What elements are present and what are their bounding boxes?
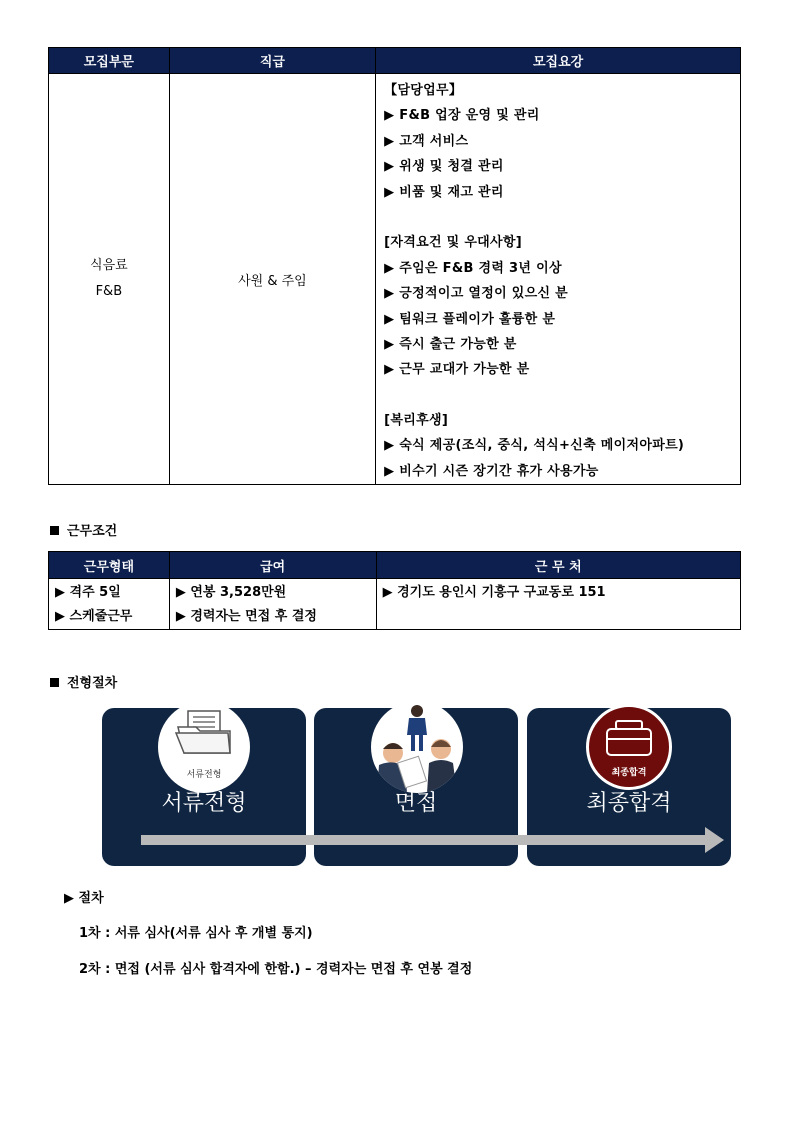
- department-line: F&B: [95, 284, 123, 300]
- requirements-spacer: [384, 205, 740, 230]
- conditions-section-title: [50, 520, 117, 539]
- recruitment-table-header: [49, 48, 741, 74]
- table-row: [49, 579, 741, 630]
- table-row: [49, 74, 741, 485]
- requirement-line: ▶ 팀워크 플레이가 훌륭한 분: [384, 311, 556, 327]
- department-line: 식음료: [90, 258, 128, 274]
- process-section-title: [50, 672, 117, 691]
- requirement-line: ▶ 고객 서비스: [384, 133, 469, 149]
- recruitment-table: [48, 47, 741, 485]
- requirements-spacer: [384, 383, 740, 408]
- location-line: ▶ 경기도 용인시 기흥구 구교동로 151: [382, 585, 606, 600]
- conditions-title-text: 근무조건: [67, 524, 118, 539]
- final-step-circle: [586, 704, 672, 790]
- requirement-line: ▶ 긍정적이고 열정이 있으신 분: [384, 286, 569, 302]
- procedure-heading: ▶ 절차: [64, 891, 104, 906]
- location-cell: [376, 579, 740, 630]
- requirements-list: [384, 78, 740, 484]
- document-step-caption: 서류전형: [186, 770, 222, 780]
- requirement-line: ▶ 비수기 시즌 장기간 휴가 사용가능: [384, 463, 599, 479]
- salary-cell: [169, 579, 376, 630]
- conditions-table-header: [49, 552, 741, 579]
- header-work-type: 근무형태: [49, 552, 170, 579]
- requirement-line: ▶ 숙식 제공(조식, 중식, 석식+신축 메이저아파트): [384, 438, 685, 454]
- requirement-line: ▶ 즉시 출근 가능한 분: [384, 336, 517, 352]
- header-position: 직급: [169, 48, 375, 74]
- document-step-label: 서류전형: [161, 791, 247, 816]
- final-step-label: 최종합격: [586, 791, 672, 816]
- salary-line: ▶ 연봉 3,528만원: [175, 585, 287, 600]
- interview-icon: [371, 701, 463, 793]
- department-cell: [49, 74, 170, 485]
- salary-line: ▶ 경력자는 면접 후 결정: [175, 609, 317, 624]
- requirement-line: 【담당업무】: [384, 83, 463, 98]
- procedure-line-1: 1차 : 서류 심사(서류 심사 후 개별 통지): [79, 926, 313, 941]
- requirement-line: ▶ 비품 및 재고 관리: [384, 184, 504, 200]
- position-cell: 사원 & 주임: [169, 74, 375, 485]
- requirement-line: ▶ 위생 및 청결 관리: [384, 159, 504, 175]
- square-bullet-icon: [50, 678, 59, 687]
- header-salary: 급여: [169, 552, 376, 579]
- work-type-line: ▶ 격주 5일: [55, 585, 121, 600]
- requirement-line: ▶ F&B 업장 운영 및 관리: [384, 108, 540, 124]
- requirement-line: ▶ 주임은 F&B 경력 3년 이상: [384, 260, 562, 276]
- requirement-line: [복리후생]: [384, 413, 449, 429]
- interview-step-label: 면접: [394, 791, 438, 816]
- conditions-table: [48, 551, 741, 630]
- process-title-text: 전형절차: [67, 676, 118, 691]
- header-location: 근 무 처: [376, 552, 740, 579]
- work-type-cell: [49, 579, 170, 630]
- header-department: 모집부문: [49, 48, 170, 74]
- final-step-caption: 최종합격: [611, 768, 647, 778]
- document-step-circle: [158, 701, 250, 793]
- procedure-line-2: 2차 : 면접 (서류 심사 합격자에 한함.) – 경력자는 면접 후 연봉 결정: [79, 962, 473, 977]
- square-bullet-icon: [50, 526, 59, 535]
- requirement-line: ▶ 근무 교대가 가능한 분: [384, 362, 530, 378]
- requirements-cell: [376, 74, 741, 485]
- header-requirements: 모집요강: [376, 48, 741, 74]
- work-type-line: ▶ 스케줄근무: [55, 609, 133, 624]
- interview-step-circle: [371, 701, 463, 793]
- requirement-line: [자격요건 및 우대사항]: [384, 235, 522, 251]
